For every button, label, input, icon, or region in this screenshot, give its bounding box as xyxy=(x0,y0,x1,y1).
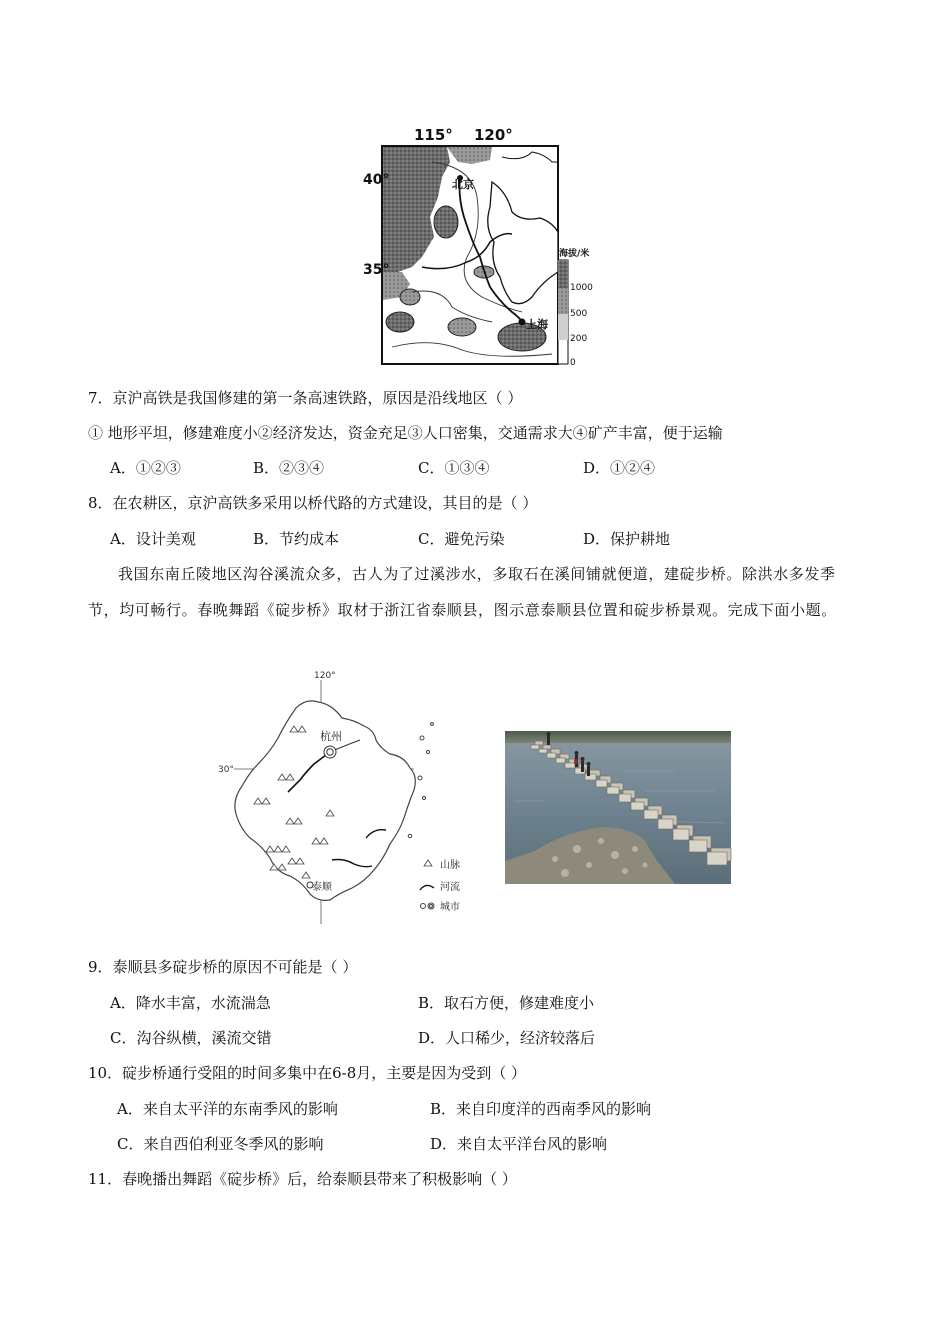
q11-stem: 11．春晚播出舞蹈《碇步桥》后，给泰顺县带来了积极影响（ ） xyxy=(88,1170,517,1188)
q10-stem: 10．碇步桥通行受阻的时间多集中在6-8月，主要是因为受到（ ） xyxy=(88,1064,527,1082)
q10-option-d[interactable]: D．来自太平洋台风的影响 xyxy=(430,1135,608,1153)
city-label-beijing: 北京 xyxy=(452,178,474,191)
city-label-shanghai: 上海 xyxy=(526,318,548,331)
q7-option-d[interactable]: D．①②④ xyxy=(583,459,656,477)
q9-option-d[interactable]: D．人口稀少，经济较落后 xyxy=(418,1029,596,1047)
q7-option-b[interactable]: B．②③④ xyxy=(253,459,325,477)
q8-option-d[interactable]: D．保护耕地 xyxy=(583,530,671,548)
legend-tick-0: 0 xyxy=(570,358,576,368)
legend-mountain: 山脉 xyxy=(440,860,460,871)
legend-tick-500: 500 xyxy=(570,309,588,319)
q10-option-c[interactable]: C．来自西伯利亚冬季风的影响 xyxy=(117,1135,324,1153)
legend-city: 城市 xyxy=(440,902,460,913)
q10-option-a[interactable]: A．来自太平洋的东南季风的影响 xyxy=(117,1100,338,1118)
q8-option-c[interactable]: C．避免污染 xyxy=(418,530,505,548)
q10-option-b[interactable]: B．来自印度洋的西南季风的影响 xyxy=(430,1100,652,1118)
zhejiang-map xyxy=(214,668,484,926)
lat-label-35: 35° xyxy=(363,262,390,278)
q7-option-a[interactable]: A．①②③ xyxy=(110,459,181,477)
lat-label-30: 30° xyxy=(218,765,234,775)
reading-passage: 我国东南丘陵地区沟谷溪流众多，古人为了过溪涉水，多取石在溪间铺就便道，建碇步桥。除洪水多发季节，均可畅行。春晚舞蹈《碇步桥》取材于浙江省泰顺县，图示意泰顺县位置和碇步桥景观。完成下面小题。 xyxy=(88,565,837,619)
stepping-stone-bridge-photo xyxy=(505,731,731,884)
legend-title: 海拔/米 xyxy=(559,249,590,259)
shanghai-dot xyxy=(519,319,526,326)
q8-option-b[interactable]: B．节约成本 xyxy=(253,530,340,548)
legend-river: 河流 xyxy=(440,882,460,893)
q7-option-c[interactable]: C．①③④ xyxy=(418,459,490,477)
lat-label-40: 40° xyxy=(363,172,390,188)
legend-tick-1000: 1000 xyxy=(570,283,593,293)
q9-option-c[interactable]: C．沟谷纵横，溪流交错 xyxy=(110,1029,272,1047)
legend-tick-200: 200 xyxy=(570,334,588,344)
q7-statement: ① 地形平坦，修建难度小②经济发达，资金充足③人口密集，交通需求大④矿产丰富，便于运输 xyxy=(88,424,723,442)
city-label-hangzhou: 杭州 xyxy=(320,730,342,743)
lon-label-120: 120° xyxy=(314,671,336,681)
q9-option-a[interactable]: A．降水丰富，水流湍急 xyxy=(110,994,271,1012)
q9-stem: 9．泰顺县多碇步桥的原因不可能是（ ） xyxy=(88,958,358,976)
q7-stem: 7．京沪高铁是我国修建的第一条高速铁路，原因是沿线地区（ ） xyxy=(88,389,523,407)
q8-option-a[interactable]: A．设计美观 xyxy=(110,530,196,548)
q8-stem: 8．在农耕区，京沪高铁多采用以桥代路的方式建设，其目的是（ ） xyxy=(88,494,538,512)
terrain-map xyxy=(363,122,593,372)
q9-option-b[interactable]: B．取石方便，修建难度小 xyxy=(418,994,595,1012)
lon-label-115: 115° xyxy=(414,126,453,144)
city-label-taishun: 泰顺 xyxy=(312,882,332,893)
lon-label-120: 120° xyxy=(474,126,513,144)
